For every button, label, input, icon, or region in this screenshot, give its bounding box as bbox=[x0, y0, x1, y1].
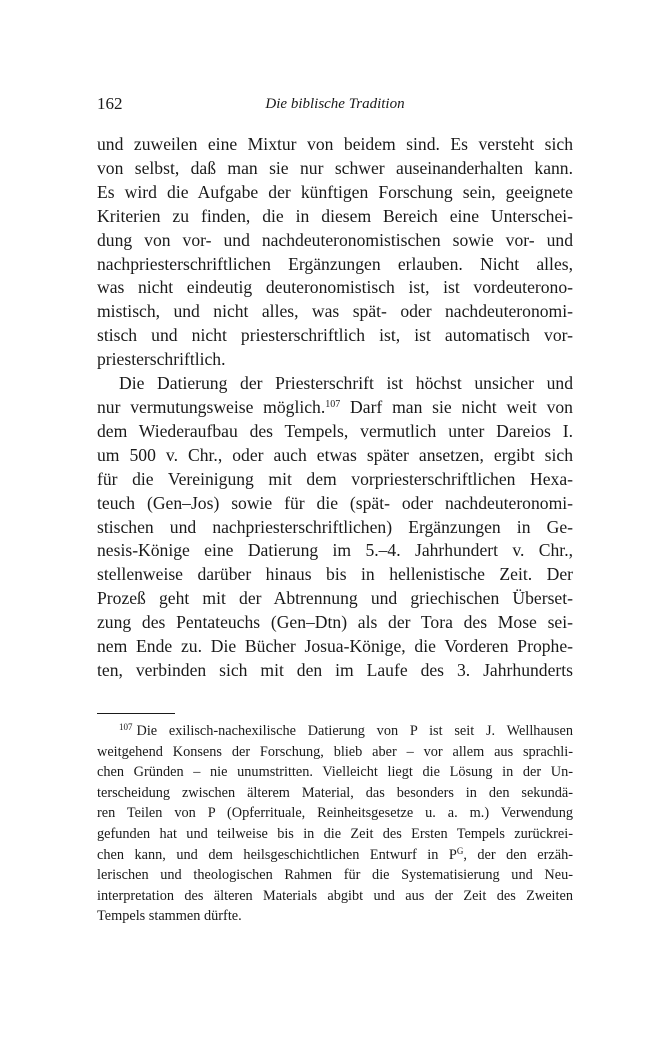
text-fragment: nur vermutungsweise möglich. bbox=[97, 396, 326, 417]
text-line: und zuweilen eine Mixtur von beidem sind. Es versteht sich bbox=[97, 134, 573, 154]
footnote-number: 107 bbox=[119, 722, 133, 732]
footnote-line: lerischen und theologischen Rahmen für die Systematisierung und Neu- bbox=[97, 867, 573, 884]
text-line: stellenweise darüber hinaus bis in hellenistische Zeit. Der bbox=[97, 564, 573, 585]
text-fragment: Darf man sie nicht weit von bbox=[340, 396, 573, 417]
text-line: nachpriesterschriftlichen Ergänzungen erlauben. Nicht alles, bbox=[97, 253, 573, 274]
text-line: teuch (Gen–Jos) sowie für die (spät- oder nachdeuteronomi- bbox=[97, 492, 573, 513]
text-line: nesis-Könige eine Datierung im 5.–4. Jahrhundert v. Chr., bbox=[97, 540, 573, 561]
text-fragment: Die exilisch-nachexilische Datierung von P ist seit J. Wellhausen bbox=[136, 723, 573, 739]
footnote-line: weitgehend Konsens der Forschung, blieb aber – vor allem aus sprachli- bbox=[97, 743, 573, 760]
text-line: priesterschriftlich. bbox=[97, 349, 226, 370]
footnote-line: terscheidung zwischen älterem Material, das besonders in den sekundä- bbox=[97, 784, 573, 801]
text-line: Prozeß geht mit der Abtrennung und griechischen Überset- bbox=[97, 588, 573, 609]
footnote-line: interpretation des älteren Materials abgibt und aus der Zeit des Zweiten bbox=[97, 887, 573, 904]
footnote-line: chen Gründen – nie unumstritten. Vielleicht liegt die Lösung in der Un- bbox=[97, 764, 573, 781]
text-line-with-footnote-ref bbox=[97, 396, 573, 420]
text-line: stisch und nicht priesterschriftlich ist, ist automatisch vor- bbox=[97, 325, 573, 346]
main-text bbox=[97, 133, 573, 683]
paragraph-start-line: Die Datierung der Priesterschrift ist höchst unsicher und bbox=[119, 373, 573, 394]
running-title: Die biblische Tradition bbox=[265, 96, 405, 112]
page-number: 162 bbox=[97, 94, 123, 113]
footnote bbox=[97, 721, 573, 927]
text-line: was nicht eindeutig deuteronomistisch ist, ist vordeuterono- bbox=[97, 277, 573, 298]
text-line: Kriterien zu finden, die in diesem Bereich eine Unterschei- bbox=[97, 205, 573, 226]
text-line: Es wird die Aufgabe der künftigen Forschung sein, geeignete bbox=[97, 181, 573, 202]
text-fragment: chen kann, und dem heilsgeschichtlichen Entwurf in P bbox=[97, 846, 457, 863]
footnote-line: Tempels stammen dürfte. bbox=[97, 908, 242, 925]
text-line: stischen und nachpriesterschriftlichen) Ergänzungen in Ge- bbox=[97, 516, 573, 537]
text-line: von selbst, daß man sie nur schwer auseinanderhalten kann. bbox=[97, 157, 573, 178]
footnote-line: ren Teilen von P (Opferrituale, Reinheitsgesetze u. a. m.) Verwendung bbox=[97, 805, 573, 822]
text-line: für die Vereinigung mit dem vorpriesterschriftlichen Hexa- bbox=[97, 468, 573, 489]
footnote-divider bbox=[97, 713, 175, 714]
superscript-g: G bbox=[456, 845, 464, 856]
text-line: um 500 v. Chr., oder auch etwas später ansetzen, ergibt sich bbox=[97, 444, 573, 465]
text-line: dem Wiederaufbau des Tempels, vermutlich unter Dareios I. bbox=[97, 420, 573, 441]
text-line: zung des Pentateuchs (Gen–Dtn) als der Tora des Mose sei- bbox=[97, 612, 573, 633]
footnote-reference: 107 bbox=[325, 398, 341, 410]
footnote-line-with-superscript bbox=[97, 845, 573, 866]
page-header bbox=[97, 92, 573, 116]
text-line: mistisch, und nicht alles, was spät- oder nachdeuteronomi- bbox=[97, 301, 573, 322]
text-fragment: , der den erzäh- bbox=[463, 846, 574, 863]
text-line: nem Ende zu. Die Bücher Josua-Könige, die Vorderen Prophe- bbox=[97, 636, 573, 657]
text-line: dung von vor- und nachdeuteronomistischen sowie vor- und bbox=[97, 229, 573, 250]
footnote-line: gefunden hat und teilweise bis in die Zeit des Ersten Tempels zurückrei- bbox=[97, 825, 573, 842]
footnote-first-line bbox=[97, 721, 573, 742]
text-line: ten, verbinden sich mit den im Laufe des 3. Jahrhunderts bbox=[97, 659, 573, 680]
